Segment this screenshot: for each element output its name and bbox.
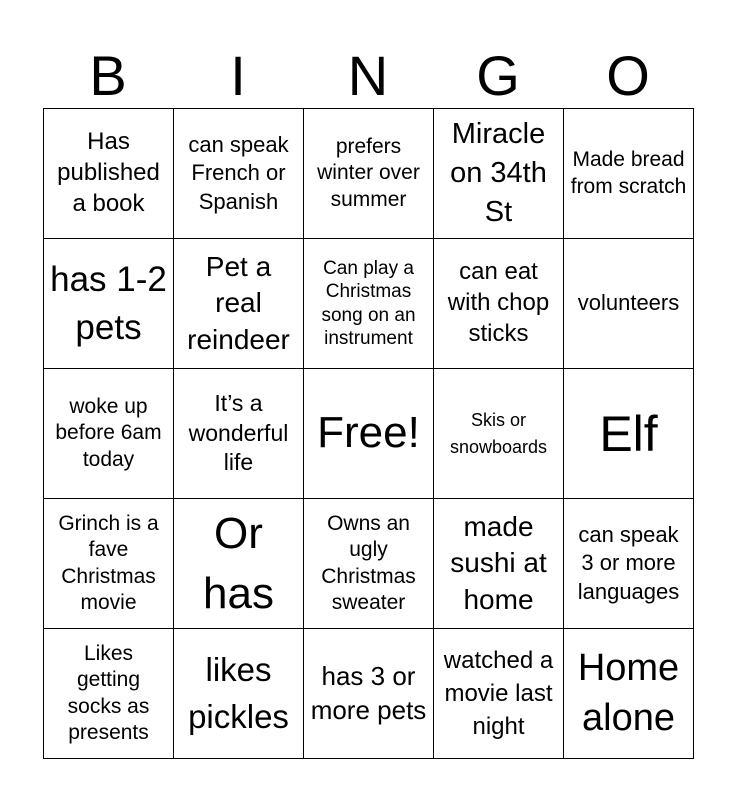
cell-text: has 1-2 pets	[50, 260, 167, 347]
bingo-cell[interactable]	[564, 499, 694, 629]
cell-text: prefers winter over summer	[317, 135, 420, 211]
bingo-cell[interactable]	[564, 109, 694, 239]
cell-text: volunteers	[577, 290, 680, 316]
free-space-cell[interactable]	[304, 369, 434, 499]
cell-text: woke up before 6am today	[55, 395, 162, 471]
bingo-cell[interactable]	[174, 109, 304, 239]
cell-text: Elf	[599, 405, 658, 462]
bingo-cell[interactable]	[174, 369, 304, 499]
bingo-cell[interactable]	[434, 369, 564, 499]
cell-text: Can play a Christmas song on an instrument	[321, 258, 416, 349]
cell-text: can eat with chop sticks	[447, 258, 550, 347]
bingo-cell[interactable]	[44, 239, 174, 369]
header-letter-n: N	[347, 44, 389, 107]
bingo-cell[interactable]	[434, 629, 564, 759]
bingo-cell[interactable]	[434, 499, 564, 629]
cell-text: has 3 or more pets	[310, 660, 427, 725]
cell-text: made sushi at home	[450, 510, 547, 615]
cell-text: Made bread from scratch	[570, 148, 687, 198]
bingo-cell[interactable]	[434, 109, 564, 239]
bingo-header	[43, 44, 693, 108]
bingo-grid	[43, 108, 694, 759]
cell-text: Pet a real reindeer	[187, 250, 290, 355]
cell-text: Home alone	[577, 647, 680, 739]
bingo-cell[interactable]	[174, 239, 304, 369]
bingo-cell[interactable]	[44, 629, 174, 759]
bingo-cell[interactable]	[564, 629, 694, 759]
cell-text: likes pickles	[188, 651, 289, 735]
cell-text: Skis or snowboards	[449, 410, 548, 457]
cell-text: Grinch is a fave Christmas movie	[58, 512, 159, 614]
bingo-cell[interactable]	[174, 629, 304, 759]
header-letter-i: I	[230, 44, 246, 107]
bingo-cell[interactable]	[304, 629, 434, 759]
bingo-cell[interactable]	[304, 109, 434, 239]
cell-text: can speak 3 or more languages	[577, 521, 680, 604]
bingo-cell[interactable]	[564, 369, 694, 499]
cell-text: can speak French or Spanish	[188, 131, 289, 214]
bingo-cell[interactable]	[44, 109, 174, 239]
bingo-cell[interactable]	[564, 239, 694, 369]
header-letter-g: G	[476, 44, 520, 107]
cell-text: Has published a book	[57, 128, 160, 217]
cell-text: Miracle on 34th St	[450, 117, 547, 229]
bingo-cell[interactable]	[44, 499, 174, 629]
cell-text: watched a movie last night	[443, 646, 554, 741]
cell-text: Likes getting socks as presents	[67, 642, 150, 744]
bingo-cell[interactable]	[304, 499, 434, 629]
cell-text: Owns an ugly Christmas sweater	[321, 512, 416, 614]
free-space-text: Free!	[317, 408, 420, 458]
bingo-cell[interactable]	[304, 239, 434, 369]
cell-text: Or has	[203, 509, 274, 618]
header-letter-b: B	[89, 44, 127, 107]
bingo-cell[interactable]	[44, 369, 174, 499]
header-letter-o: O	[606, 44, 650, 107]
bingo-cell[interactable]	[434, 239, 564, 369]
cell-text: It’s a wonderful life	[188, 389, 289, 476]
bingo-cell[interactable]	[174, 499, 304, 629]
